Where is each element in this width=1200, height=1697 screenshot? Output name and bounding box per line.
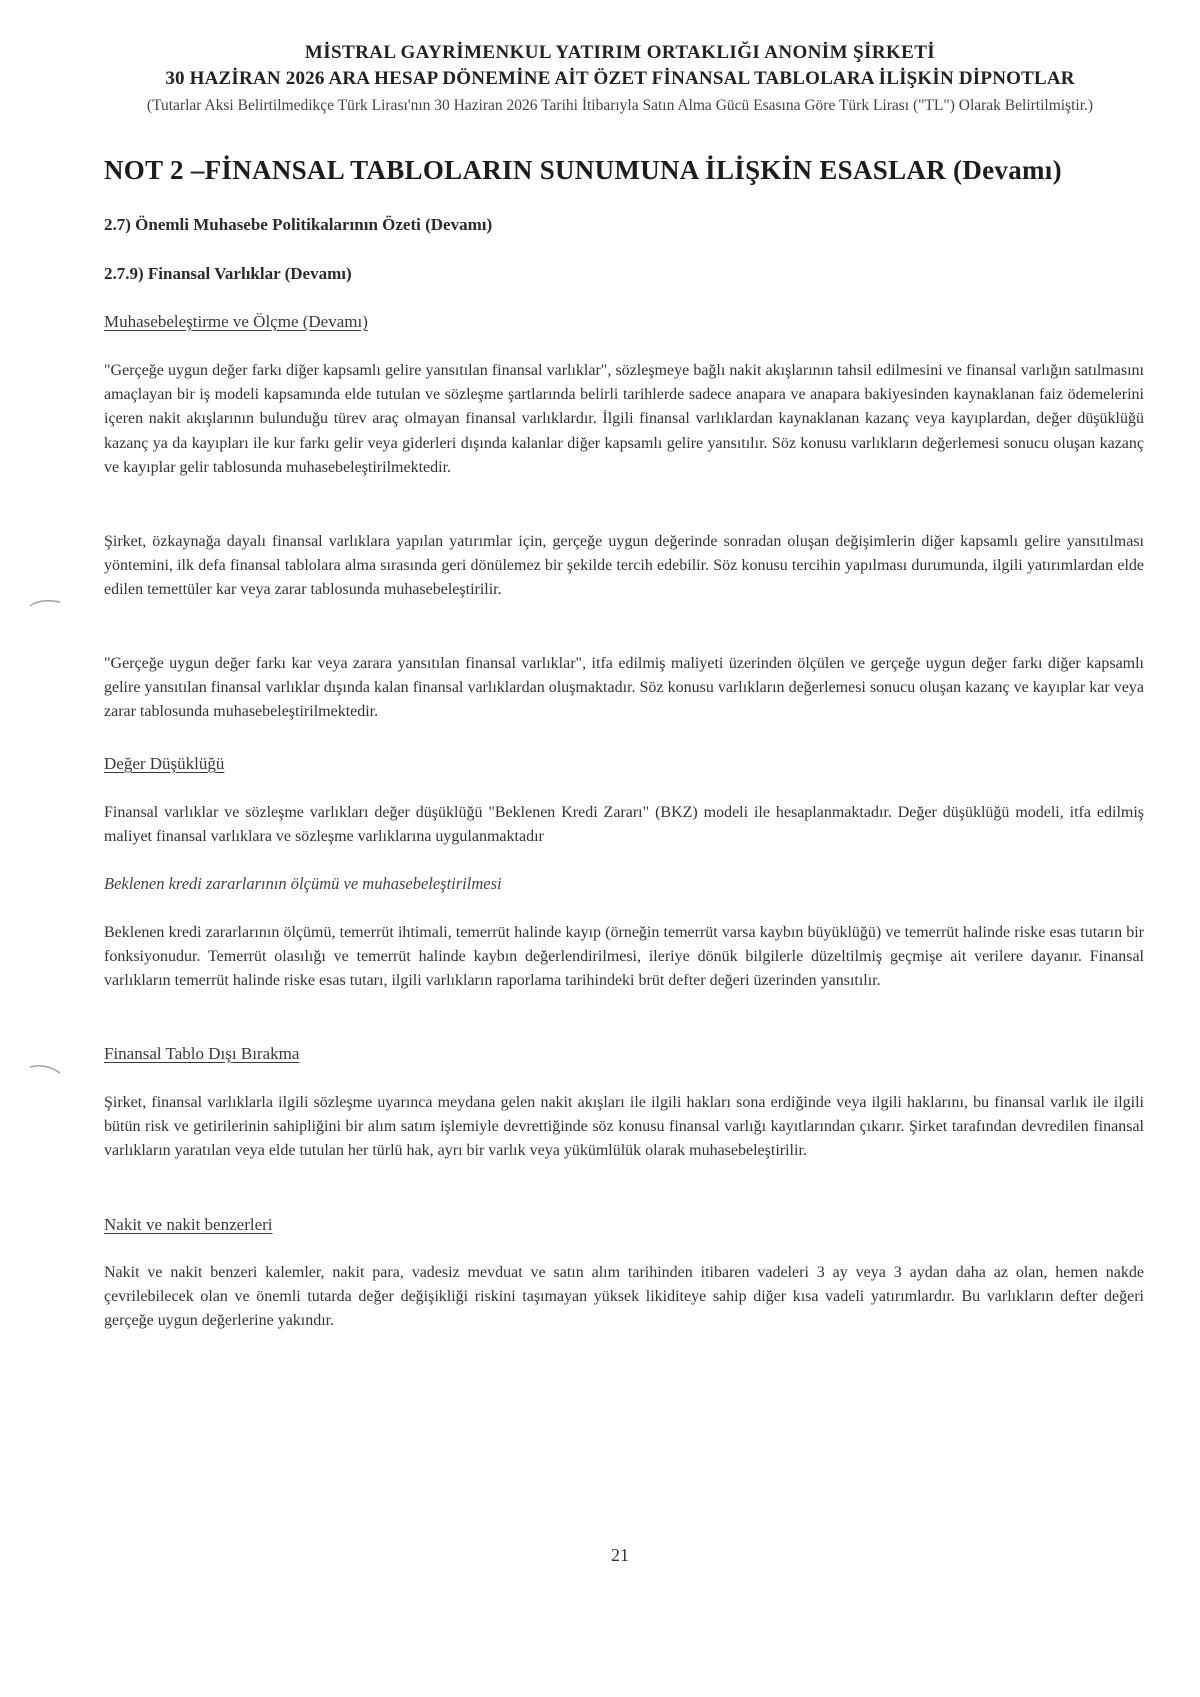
- section-heading-2-7-9: 2.7.9) Finansal Varlıklar (Devamı): [104, 264, 352, 283]
- subheading-impairment: Değer Düşüklüğü: [104, 754, 225, 773]
- page-header: [100, 40, 1140, 117]
- paragraph-ecl: Beklenen kredi zararlarının ölçümü, temerrüt ihtimali, temerrüt halinde kayıp (örneğin temerrüt varsa kaybın büyüklüğü) ve temerrüt halinde riske esas tutarın bir fonksiyonudur. Temerrüt olasılığı ve temerrüt halinde kaybın değerlendirilmesi, ileriye dönük bilgilerle düzeltilmiş geçmişe ait verilere dayanır. Finansal varlıkların temerrüt halinde riske esas tutarı, ilgili varlıkların raporlama tarihindeki brüt defter değeri üzerinden yansıtılır.: [104, 924, 1144, 990]
- subheading-derecognition: Finansal Tablo Dışı Bırakma: [104, 1044, 300, 1063]
- paragraph-equity-election: Şirket, özkaynağa dayalı finansal varlıklara yapılan yatırımlar için, gerçeğe uygun değerinde sonradan oluşan değişimlerin diğer kapsamlı gelire yansıtılması yöntemini, ilk defa finansal tablolara alma sırasında geri dönülemez bir şekilde tercih edebilir. Söz konusu tercihin yapılması durumunda, ilgili yatırımlardan elde edilen temettüler kar veya zarar tablosunda muhasebeleştirilir.: [104, 533, 1144, 599]
- scan-margin-mark: [28, 596, 62, 610]
- currency-note: (Tutarlar Aksi Belirtilmedikçe Türk Lirası'nın 30 Haziran 2026 Tarihi İtibarıyla Satın Alma Gücü Esasına Göre Türk Lirası ("TL") Olarak Belirtilmiştir.): [146, 97, 1094, 114]
- paragraph-fvoci: "Gerçeğe uygun değer farkı diğer kapsamlı gelire yansıtılan finansal varlıklar", sözleşmeye bağlı nakit akışlarının tahsil edilmesini ve finansal varlığın satılmasını amaçlayan bir iş modeli kapsamında elde tutulan ve sözleşme şartlarında belirli tarihlerde sadece anapara ve anapara bakiyesinden kaynaklanan faiz ödemelerini içeren nakit akışlarının bulunduğu türev araç olmayan finansal varlıklardır. İlgili finansal varlıklardan kaynaklanan kazanç veya kayıplardan, değer düşüklüğü kazanç ya da kayıpları ile kur farkı gelir veya giderleri dışında kalanlar diğer kapsamlı gelire yansıtılır. Söz konusu varlıkların değerlemesi sonucu oluşan kazanç ve kayıplar gelir tablosunda muhasebeleştirilmektedir.: [104, 362, 1144, 476]
- note-title: NOT 2 –FİNANSAL TABLOLARIN SUNUMUNA İLİŞKİN ESASLAR (Devamı): [104, 155, 1062, 185]
- italic-heading-ecl: Beklenen kredi zararlarının ölçümü ve muhasebeleştirilmesi: [104, 874, 502, 893]
- company-name: MİSTRAL GAYRİMENKUL YATIRIM ORTAKLIĞI ANONİM ŞİRKETİ: [304, 42, 936, 63]
- report-subtitle: 30 HAZİRAN 2026 ARA HESAP DÖNEMİNE AİT ÖZET FİNANSAL TABLOLARA İLİŞKİN DİPNOTLAR: [165, 68, 1075, 89]
- paragraph-derecognition: Şirket, finansal varlıklarla ilgili sözleşme uyarınca meydana gelen nakit akışları ile ilgili hakları sona erdiğinde veya ilgili haklarını, bu finansal varlık ile ilgili bütün risk ve getirilerinin sahipliğini bir alım satım işlemiyle devrettiğinde söz konusu finansal varlığı kayıtlarından çıkarır. Şirket tarafından devredilen finansal varlıkların yaratılan veya elde tutulan her türlü hak, ayrı bir varlık veya yükümlülük olarak muhasebeleştirilir.: [104, 1094, 1144, 1160]
- section-heading-2-7: 2.7) Önemli Muhasebe Politikalarının Özeti (Devamı): [104, 215, 493, 234]
- paragraph-cash: Nakit ve nakit benzeri kalemler, nakit para, vadesiz mevduat ve satın alım tarihinden itibaren vadeleri 3 ay veya 3 aydan daha az olan, hemen nakde çevrilebilecek olan ve önemli tutarda değer değişikliği riskini taşımayan yüksek likiditeye sahip diğer kısa vadeli yatırımlardır. Bu varlıkların defter değeri gerçeğe uygun değerlerine yakındır.: [104, 1264, 1144, 1330]
- scan-margin-mark: [28, 1061, 62, 1075]
- subheading-recognition: Muhasebeleştirme ve Ölçme (Devamı): [104, 312, 368, 331]
- paragraph-fvtpl: "Gerçeğe uygun değer farkı kar veya zarara yansıtılan finansal varlıklar", itfa edilmiş maliyeti üzerinden ölçülen ve gerçeğe uygun değer farkı diğer kapsamlı gelire yansıtılan finansal varlıklar dışında kalan finansal varlıklardan oluşmaktadır. Söz konusu varlıkların değerlemesi sonucu oluşan kazanç ve kayıplar kar veya zarar tablosunda muhasebeleştirilmektedir.: [104, 655, 1144, 721]
- page-number: 21: [611, 1545, 629, 1565]
- paragraph-impairment: Finansal varlıklar ve sözleşme varlıkları değer düşüklüğü "Beklenen Kredi Zararı" (BKZ) modeli ile hesaplanmaktadır. Değer düşüklüğü modeli, itfa edilmiş maliyet finansal varlıklara ve sözleşme varlıklarına uygulanmaktadır: [104, 804, 1144, 846]
- subheading-cash: Nakit ve nakit benzerleri: [104, 1215, 273, 1234]
